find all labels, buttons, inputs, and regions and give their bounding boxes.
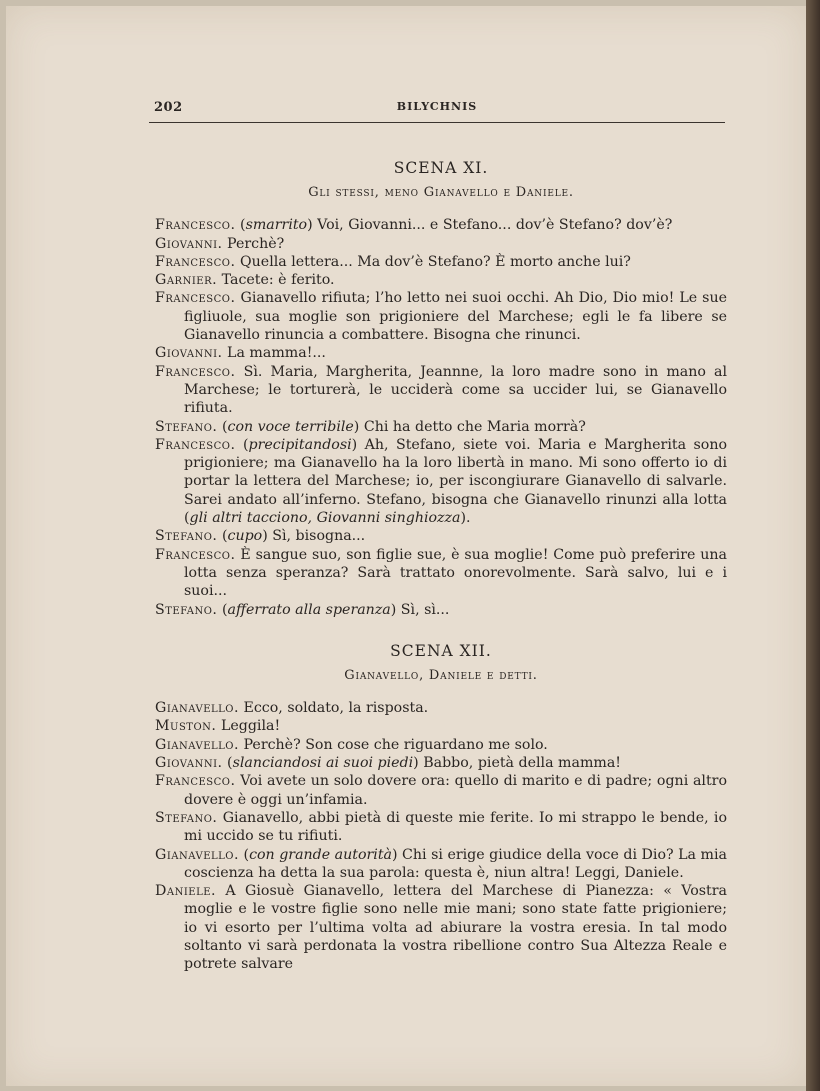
dialogue-line: Stefano. (cupo) Sì, bisogna... <box>155 528 366 545</box>
speaker-name: Gianavello. <box>155 736 239 753</box>
speaker-name: Francesco. <box>155 253 236 270</box>
speaker-name: Francesco. <box>155 290 236 307</box>
stage-direction: precipitandosi <box>248 436 352 453</box>
speaker-name: Daniele. <box>155 883 217 900</box>
dialogue-text: Tacete: è ferito. <box>217 272 335 289</box>
stage-direction: gli altri tacciono, Giovanni singhiozza <box>189 510 461 527</box>
running-title: BILYCHNIS <box>396 100 478 113</box>
dialogue-text: ) Voi, Giovanni... e Stefano... dov’è Stefano? dov’è? <box>307 217 673 234</box>
dialogue-text: ) Babbo, pietà della mamma! <box>413 755 622 772</box>
speaker-name: Gianavello. <box>155 700 239 717</box>
dialogue-text: Perchè? Son cose che riguardano me solo. <box>239 736 548 753</box>
dialogue-line <box>155 736 727 754</box>
speaker-name: Stefano. <box>155 809 218 826</box>
speaker-name: Francesco. <box>155 546 236 563</box>
speaker-name: Giovanni. <box>155 235 223 252</box>
dialogue-text: Gianavello, abbi pietà di queste mie ferite. Io mi strappo le bende, io mi uccido se tu rifiuti. <box>184 809 727 845</box>
dialogue-line <box>155 235 727 253</box>
scene-title: SCENA XII. <box>390 641 492 660</box>
dialogue-line <box>155 271 727 289</box>
dialogue-line: Francesco. (precipitandosi) Ah, Stefano, siete voi. Maria e Margherita sono prigioniere; ma Gianavello ha la loro libertà in mano. Mi sono offerto io di portar la lettera del Marchese; io, per iscongiurare Gianavello di salvarle. Sarei andato all’inferno. Stefano, bisogna che Gianavello rinunzi alla lotta (gli altri tacciono, Giovanni singhiozza). <box>155 436 727 527</box>
dialogue-line <box>155 809 727 846</box>
speaker-name: Garnier. <box>155 272 218 289</box>
scene-12-dialogue <box>155 699 727 973</box>
dialogue-line <box>155 363 727 418</box>
stage-direction: con voce terribile <box>227 418 354 435</box>
dialogue-text: Gianavello rifiuta; l’ho letto nei suoi occhi. Ah Dio, Dio mio! Le sue figliuole, sua moglie son prigioniere del Marchese; egli le fa libere se Gianavello rinuncia a combattere. Bisogna che rinunci. <box>184 290 727 344</box>
dialogue-line <box>155 699 727 717</box>
speaker-name: Francesco. <box>155 363 236 380</box>
speaker-name: Stefano. <box>155 528 218 545</box>
dialogue-line <box>155 253 727 271</box>
speaker-name: Muston. <box>155 718 217 735</box>
dialogue-line <box>155 546 727 601</box>
dialogue-text: ) Ah, Stefano, siete voi. Maria e Margherita sono prigioniere; ma Gianavello ha la loro libertà in mano. Mi sono offerto io di portar la lettera del Marchese; io, per iscongiurare Gianavello di salvarle. Sarei andato all’inferno. Stefano, bisogna che Gianavello rinunzi alla lotta ( <box>184 436 727 527</box>
dialogue-line: Giovanni. (slanciandosi ai suoi piedi) Babbo, pietà della mamma! <box>155 755 622 772</box>
dialogue-text: Ecco, soldato, la risposta. <box>239 700 429 717</box>
dialogue-text: ) Sì, sì... <box>390 601 450 618</box>
speaker-name: Francesco. <box>155 217 236 234</box>
speaker-name: Gianavello. <box>155 846 239 863</box>
speaker-name: Giovanni. <box>155 755 223 772</box>
speaker-name: Stefano. <box>155 601 218 618</box>
scene-11-dialogue <box>155 216 727 619</box>
dialogue-text: ) Sì, bisogna... <box>262 528 366 545</box>
dialogue-line: Francesco. (smarrito) Voi, Giovanni... e Stefano... dov’è Stefano? dov’è? <box>155 217 673 234</box>
dialogue-line <box>155 289 727 344</box>
dialogue-line <box>155 882 727 973</box>
dialogue-line <box>155 717 727 735</box>
stage-direction: con grande autorità <box>249 846 392 863</box>
dialogue-text: A Giosuè Gianavello, lettera del Marchese di Pianezza: « Vostra moglie e le vostre figlie sono nelle mie mani; sono state fatte prigioniere; io vi esorto per l’ultima volta ad abiurare la vostra eresia. In tal modo soltanto vi sarà perdonata la vostra ribellione contro Sua Altezza Reale e potrete salvare <box>184 883 727 973</box>
scene-title: SCENA XI. <box>393 159 489 177</box>
dialogue-line <box>155 344 727 362</box>
dialogue-text: Perchè? <box>222 235 285 252</box>
dialogue-line: Stefano. (afferrato alla speranza) Sì, sì... <box>155 601 450 618</box>
stage-direction: afferrato alla speranza <box>227 601 391 618</box>
stage-direction: cupo <box>227 528 263 545</box>
dialogue-text: La mamma!... <box>222 345 326 362</box>
dialogue-text: Voi avete un solo dovere ora: quello di marito e di padre; ogni altro dovere è oggi un’infamia. <box>184 773 727 808</box>
speaker-name: Francesco. <box>155 773 236 790</box>
dialogue-line: Stefano. (con voce terribile) Chi ha detto che Maria morrà? <box>155 418 586 435</box>
dialogue-line <box>155 772 727 809</box>
dialogue-text: ) Chi si erige giudice della voce di Dio? La mia coscienza ha detta la sua parola: questa è, niun altra! Leggi, Daniele. <box>184 846 727 881</box>
text-body <box>155 158 727 974</box>
stage-direction: slanciandosi ai suoi piedi <box>232 755 414 772</box>
dialogue-text: ) Chi ha detto che Maria morrà? <box>353 418 586 435</box>
header-rule <box>149 122 725 123</box>
speaker-name: Stefano. <box>155 418 218 435</box>
dialogue-text: Sì. Maria, Margherita, Jeannne, la loro madre sono in mano al Marchese; le torturerà, le ucciderà come sa uccider lui, se Gianavello rifiuta. <box>184 363 727 417</box>
speaker-name: Francesco. <box>155 436 236 453</box>
page-number: 202 <box>154 100 183 115</box>
stage-direction: smarrito <box>245 217 308 234</box>
dialogue-line: Gianavello. (con grande autorità) Chi si erige giudice della voce di Dio? La mia coscienza ha detta la sua parola: questa è, niun altra! Leggi, Daniele. <box>155 846 727 881</box>
scene-subtitle: Gianavello, Daniele e detti. <box>344 667 538 683</box>
dialogue-text: Quella lettera... Ma dov’è Stefano? È morto anche lui? <box>235 253 631 270</box>
scene-subtitle: Gli stessi, meno Gianavello e Daniele. <box>308 185 574 200</box>
book-spine <box>806 0 820 1091</box>
dialogue-text: È sangue suo, son figlie sue, è sua moglie! Come può preferire una lotta senza speranza? Sarà trattato onorevolmente. Sarà salvo, lui e i suoi... <box>184 546 727 600</box>
dialogue-text: Leggila! <box>216 718 281 735</box>
speaker-name: Giovanni. <box>155 345 223 362</box>
